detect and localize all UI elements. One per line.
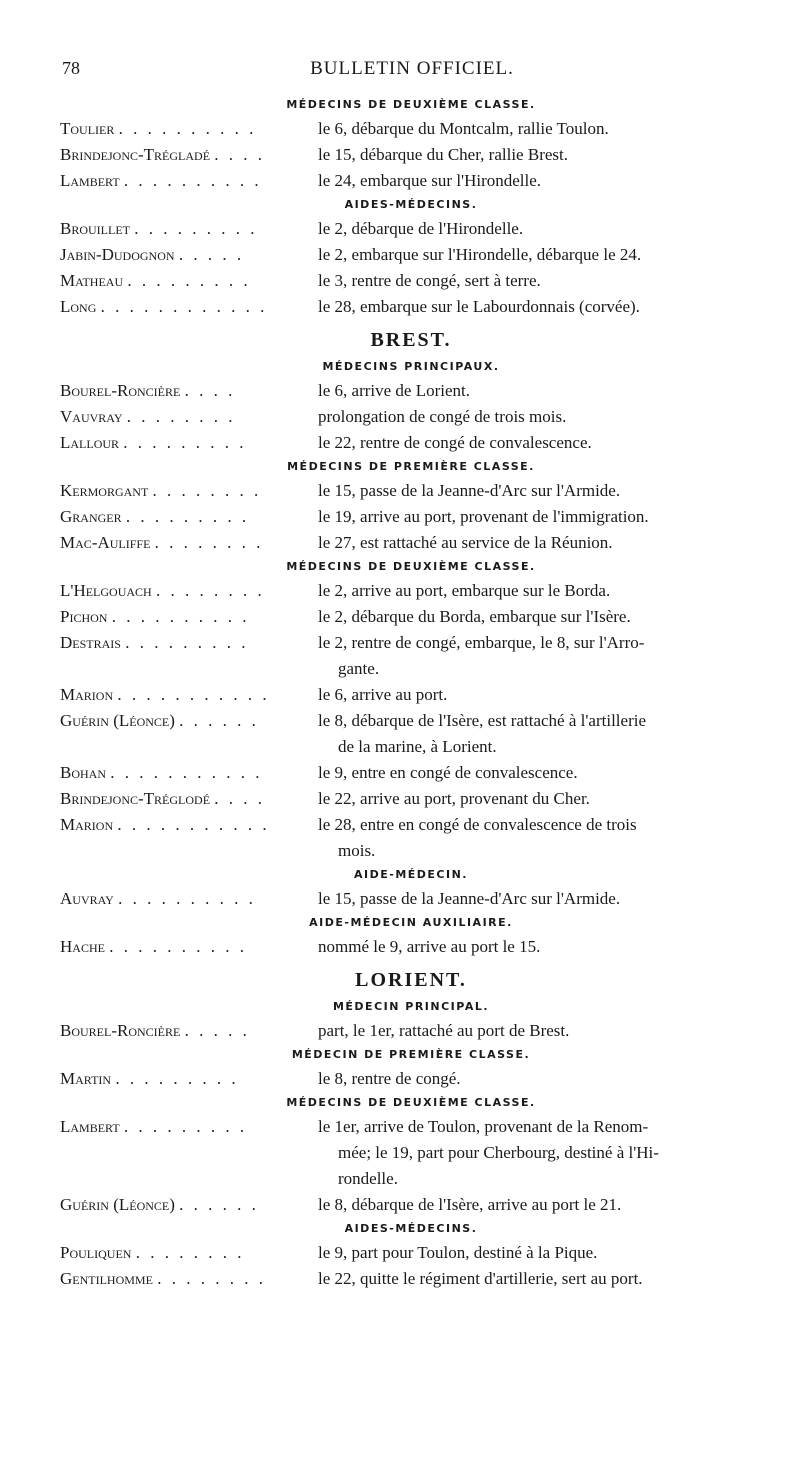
- section-heading: MÉDECINS DE DEUXIÈME CLASSE.: [286, 1096, 536, 1109]
- leader-dots: . . . . . . . . .: [125, 507, 250, 526]
- officer-name-text: Jabin-Dudognon: [60, 245, 175, 264]
- list-item: [60, 578, 762, 604]
- movement-line: le 22, quitte le régiment d'artillerie, sert au port.: [318, 1269, 643, 1288]
- movement-text: [312, 886, 762, 912]
- leader-dots: . . . . . .: [179, 1195, 259, 1214]
- officer-name-text: Bourel-Roncière: [60, 381, 181, 400]
- officer-name-text: Destrais: [60, 633, 121, 652]
- movement-line: le 2, embarque sur l'Hirondelle, débarque le 24.: [318, 245, 642, 264]
- movement-text: [312, 1266, 762, 1292]
- section-heading: MÉDECINS DE PREMIÈRE CLASSE.: [287, 460, 535, 473]
- page-header: [62, 58, 762, 86]
- section-heading: MÉDECINS DE DEUXIÈME CLASSE.: [286, 560, 536, 573]
- officer-name-text: Mac-Auliffe: [60, 533, 151, 552]
- list-item: [60, 1066, 762, 1092]
- officer-name: [60, 786, 312, 812]
- officer-name: [60, 478, 312, 504]
- officer-name: [60, 630, 312, 682]
- list-item: [60, 1192, 762, 1218]
- leader-dots: . . . . . . . .: [152, 481, 262, 500]
- leader-dots: . . . .: [184, 381, 236, 400]
- officer-name-text: Kermorgant: [60, 481, 149, 500]
- leader-dots: . . . . . . . . . .: [123, 171, 262, 190]
- movement-line: le 2, rentre de congé, embarque, le 8, sur l'Arro-: [318, 633, 645, 652]
- officer-name-text: Matheau: [60, 271, 124, 290]
- place-heading: BREST.: [370, 329, 452, 351]
- list-item: [60, 934, 762, 960]
- officer-name: [60, 530, 312, 556]
- officer-name: [60, 1192, 312, 1218]
- section-heading: AIDES-MÉDECINS.: [344, 198, 478, 211]
- movement-text: [312, 430, 762, 456]
- list-item: [60, 242, 762, 268]
- movement-line: le 9, part pour Toulon, destiné à la Pique.: [318, 1243, 598, 1262]
- officer-name-text: Marion: [60, 815, 114, 834]
- officer-name: [60, 404, 312, 430]
- leader-dots: . . . . . . . . . . .: [110, 763, 263, 782]
- list-item: [60, 530, 762, 556]
- officer-name: [60, 378, 312, 404]
- movement-continuation: mois.: [338, 841, 376, 860]
- movement-line: nommé le 9, arrive au port le 15.: [318, 937, 541, 956]
- list-item: [60, 604, 762, 630]
- movement-line: le 22, rentre de congé de convalescence.: [318, 433, 592, 452]
- movement-line: part, le 1er, rattaché au port de Brest.: [318, 1021, 570, 1040]
- officer-name-text: Gentilhomme: [60, 1269, 153, 1288]
- list-item: [60, 168, 762, 194]
- leader-dots: . . . . . . . . .: [115, 1069, 239, 1088]
- movement-text: [312, 1192, 762, 1218]
- list-item: [60, 682, 762, 708]
- officer-name-text: Brindejonc-Trégladé: [60, 145, 211, 164]
- movement-text: [312, 294, 762, 320]
- officer-name-text: Brindejonc-Tréglodé: [60, 789, 211, 808]
- page-number: 78: [62, 58, 80, 78]
- officer-name-text: L'Helgouach: [60, 581, 152, 600]
- list-item: [60, 268, 762, 294]
- movement-text: [312, 630, 762, 682]
- movement-line: le 27, est rattaché au service de la Réunion.: [318, 533, 613, 552]
- movement-line: le 9, entre en congé de convalescence.: [318, 763, 578, 782]
- movement-line: le 15, passe de la Jeanne-d'Arc sur l'Armide.: [318, 889, 621, 908]
- list-item: [60, 886, 762, 912]
- movement-text: [312, 116, 762, 142]
- officer-name: [60, 242, 312, 268]
- movement-text: [312, 760, 762, 786]
- officer-name-text: Marion: [60, 685, 114, 704]
- list-item: [60, 294, 762, 320]
- movement-text: [312, 1018, 762, 1044]
- movement-text: [312, 1240, 762, 1266]
- movement-line: le 1er, arrive de Toulon, provenant de la Renom-: [318, 1117, 649, 1136]
- movement-text: [312, 934, 762, 960]
- officer-name: [60, 294, 312, 320]
- leader-dots: . . . . . . . . .: [134, 219, 258, 238]
- officer-name: [60, 216, 312, 242]
- section-heading: MÉDECINS PRINCIPAUX.: [322, 360, 500, 373]
- leader-dots: . . . . . . . . .: [123, 433, 247, 452]
- officer-name: [60, 1066, 312, 1092]
- list-item: [60, 116, 762, 142]
- officer-name-text: Auvray: [60, 889, 114, 908]
- movement-text: [312, 216, 762, 242]
- movement-line: le 15, débarque du Cher, rallie Brest.: [318, 145, 568, 164]
- list-item: [60, 1266, 762, 1292]
- officer-name: [60, 1266, 312, 1292]
- officer-name: [60, 116, 312, 142]
- running-title: BULLETIN OFFICIEL.: [310, 58, 514, 79]
- section-heading: MÉDECIN DE PREMIÈRE CLASSE.: [291, 1048, 531, 1061]
- movement-line: le 6, débarque du Montcalm, rallie Toulon.: [318, 119, 609, 138]
- list-item: [60, 142, 762, 168]
- officer-name: [60, 760, 312, 786]
- officer-name: [60, 142, 312, 168]
- leader-dots: . . . . . . . .: [157, 1269, 266, 1288]
- movement-line: prolongation de congé de trois mois.: [318, 407, 567, 426]
- leader-dots: . . . . . . . . . . .: [117, 685, 270, 704]
- leader-dots: . . . .: [214, 789, 266, 808]
- bulletin-body: [60, 94, 762, 1292]
- movement-line: le 8, rentre de congé.: [318, 1069, 461, 1088]
- list-item: [60, 786, 762, 812]
- place-heading: LORIENT.: [355, 969, 467, 991]
- list-item: [60, 708, 762, 760]
- officer-name: [60, 1240, 312, 1266]
- officer-name: [60, 430, 312, 456]
- officer-name-text: Toulier: [60, 119, 115, 138]
- officer-name-text: Guérin (Léonce): [60, 711, 175, 730]
- movement-line: le 3, rentre de congé, sert à terre.: [318, 271, 541, 290]
- movement-text: [312, 786, 762, 812]
- leader-dots: . . . . . . . .: [154, 533, 264, 552]
- movement-text: [312, 604, 762, 630]
- movement-line: le 28, entre en congé de convalescence de trois: [318, 815, 637, 834]
- list-item: [60, 404, 762, 430]
- leader-dots: . . . . . . . .: [126, 407, 236, 426]
- movement-text: [312, 142, 762, 168]
- movement-text: [312, 478, 762, 504]
- movement-text: [312, 404, 762, 430]
- leader-dots: . . . . . . . . .: [123, 1117, 248, 1136]
- leader-dots: . . . . . . . . . .: [118, 889, 256, 908]
- movement-continuation: gante.: [338, 659, 380, 678]
- movement-text: [312, 504, 762, 530]
- list-item: [60, 216, 762, 242]
- list-item: [60, 504, 762, 530]
- officer-name: [60, 708, 312, 760]
- leader-dots: . . . . . . . . . .: [118, 119, 257, 138]
- movement-line: le 28, embarque sur le Labourdonnais (corvée).: [318, 297, 640, 316]
- list-item: [60, 378, 762, 404]
- movement-line: le 6, arrive de Lorient.: [318, 381, 470, 400]
- list-item: [60, 478, 762, 504]
- officer-name-text: Pichon: [60, 607, 108, 626]
- list-item: [60, 1018, 762, 1044]
- officer-name: [60, 504, 312, 530]
- movement-line: le 8, débarque de l'Isère, arrive au port le 21.: [318, 1195, 622, 1214]
- movement-line: le 22, arrive au port, provenant du Cher.: [318, 789, 590, 808]
- officer-name-text: Granger: [60, 507, 122, 526]
- section-heading: AIDES-MÉDECINS.: [344, 1222, 478, 1235]
- movement-line: le 15, passe de la Jeanne-d'Arc sur l'Armide.: [318, 481, 621, 500]
- officer-name-text: Lambert: [60, 171, 120, 190]
- leader-dots: . . . . . . . . .: [125, 633, 249, 652]
- movement-line: le 2, débarque de l'Hirondelle.: [318, 219, 524, 238]
- officer-name-text: Bourel-Roncière: [60, 1021, 181, 1040]
- movement-text: [312, 578, 762, 604]
- list-item: [60, 1240, 762, 1266]
- movement-text: [312, 168, 762, 194]
- list-item: [60, 760, 762, 786]
- officer-name: [60, 812, 312, 864]
- list-item: [60, 430, 762, 456]
- section-heading: MÉDECIN PRINCIPAL.: [332, 1000, 490, 1013]
- leader-dots: . . . . .: [184, 1021, 250, 1040]
- officer-name: [60, 578, 312, 604]
- officer-name-text: Vauvray: [60, 407, 123, 426]
- officer-name-text: Brouillet: [60, 219, 130, 238]
- officer-name-text: Martin: [60, 1069, 112, 1088]
- leader-dots: . . . . . . . . . . .: [117, 815, 270, 834]
- officer-name: [60, 1114, 312, 1192]
- officer-name: [60, 934, 312, 960]
- officer-name-text: Pouliquen: [60, 1243, 132, 1262]
- officer-name-text: Guérin (Léonce): [60, 1195, 175, 1214]
- movement-continuation: rondelle.: [338, 1169, 398, 1188]
- officer-name: [60, 268, 312, 294]
- movement-text: [312, 812, 762, 864]
- movement-line: le 24, embarque sur l'Hirondelle.: [318, 171, 542, 190]
- movement-line: le 19, arrive au port, provenant de l'immigration.: [318, 507, 649, 526]
- officer-name-text: Hache: [60, 937, 105, 956]
- officer-name-text: Lallour: [60, 433, 120, 452]
- leader-dots: . . . . . . . . .: [127, 271, 251, 290]
- movement-text: [312, 268, 762, 294]
- movement-text: [312, 1114, 762, 1192]
- section-heading: AIDE-MÉDECIN AUXILIAIRE.: [309, 916, 513, 929]
- movement-line: le 6, arrive au port.: [318, 685, 448, 704]
- leader-dots: . . . . . .: [179, 711, 259, 730]
- officer-name-text: Lambert: [60, 1117, 120, 1136]
- leader-dots: . . . . .: [178, 245, 245, 264]
- movement-text: [312, 708, 762, 760]
- movement-text: [312, 530, 762, 556]
- list-item: [60, 1114, 762, 1192]
- officer-name-text: Long: [60, 297, 97, 316]
- section-heading: AIDE-MÉDECIN.: [354, 868, 468, 881]
- officer-name: [60, 604, 312, 630]
- leader-dots: . . . . . . . . . .: [109, 937, 247, 956]
- leader-dots: . . . . . . . . . .: [111, 607, 250, 626]
- list-item: [60, 630, 762, 682]
- section-heading: MÉDECINS DE DEUXIÈME CLASSE.: [286, 98, 536, 111]
- movement-text: [312, 242, 762, 268]
- movement-text: [312, 682, 762, 708]
- officer-name: [60, 1018, 312, 1044]
- leader-dots: . . . . . . . . . . . .: [100, 297, 268, 316]
- movement-line: le 2, arrive au port, embarque sur le Borda.: [318, 581, 611, 600]
- officer-name: [60, 682, 312, 708]
- officer-name: [60, 168, 312, 194]
- leader-dots: . . . . . . . .: [155, 581, 265, 600]
- movement-text: [312, 1066, 762, 1092]
- movement-text: [312, 378, 762, 404]
- movement-continuation: de la marine, à Lorient.: [338, 737, 497, 756]
- movement-line: le 2, débarque du Borda, embarque sur l'Isère.: [318, 607, 631, 626]
- leader-dots: . . . . . . . .: [135, 1243, 245, 1262]
- officer-name: [60, 886, 312, 912]
- list-item: [60, 812, 762, 864]
- leader-dots: . . . .: [214, 145, 266, 164]
- officer-name-text: Bohan: [60, 763, 107, 782]
- movement-continuation: mée; le 19, part pour Cherbourg, destiné à l'Hi-: [338, 1143, 659, 1162]
- movement-line: le 8, débarque de l'Isère, est rattaché à l'artillerie: [318, 711, 647, 730]
